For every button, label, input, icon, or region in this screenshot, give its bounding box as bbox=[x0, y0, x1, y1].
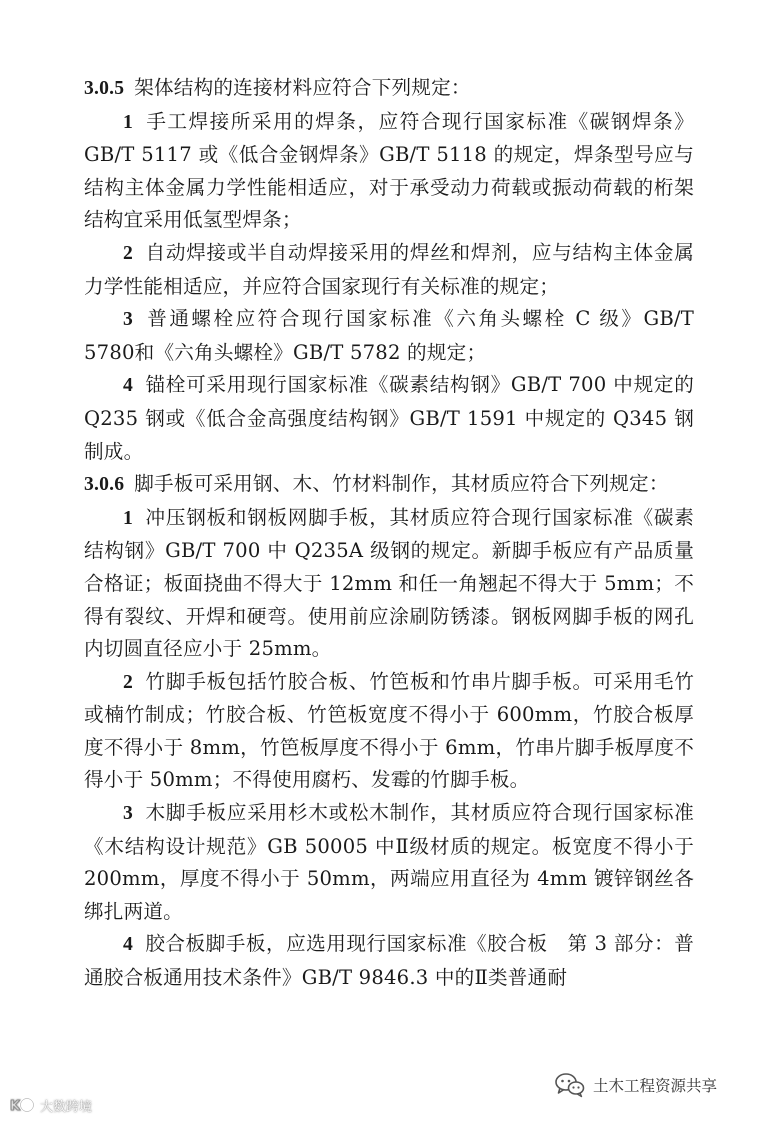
clause-text: 脚手板可采用钢、木、竹材料制作，其材质应符合下列规定： bbox=[134, 472, 669, 496]
clause-number: 3.0.5 bbox=[84, 78, 125, 99]
item-text: 锚栓可采用现行国家标准《碳素结构钢》GB/T 700 中规定的 Q235 钢或《低合金高强度结构钢》GB/T 1591 中规定的 Q345 钢制成。 bbox=[84, 373, 694, 463]
watermark-left bbox=[10, 1094, 92, 1116]
document-body bbox=[84, 72, 694, 995]
list-item bbox=[84, 369, 694, 468]
list-item bbox=[84, 502, 694, 666]
list-item bbox=[84, 666, 694, 797]
circle-logo-icon bbox=[10, 1096, 36, 1114]
watermark-left-text: 大数跨境 bbox=[40, 1099, 93, 1115]
item-number: 1 bbox=[123, 111, 133, 133]
item-number: 2 bbox=[123, 671, 133, 693]
watermark-right bbox=[555, 1068, 717, 1102]
item-number: 4 bbox=[123, 934, 133, 956]
item-text: 胶合板脚手板，应选用现行国家标准《胶合板 第 3 部分：普通胶合板通用技术条件》GB/T 9846.3 中的Ⅱ类普通耐 bbox=[84, 932, 694, 990]
list-item bbox=[84, 106, 694, 237]
clause-number: 3.0.6 bbox=[84, 474, 125, 496]
item-number: 3 bbox=[123, 803, 133, 825]
item-number: 1 bbox=[123, 507, 133, 529]
clause-3-0-6 bbox=[84, 468, 694, 502]
item-number: 4 bbox=[123, 375, 133, 397]
list-item bbox=[84, 303, 694, 369]
clause-text: 架体结构的连接材料应符合下列规定： bbox=[134, 76, 471, 99]
item-text: 木脚手板应采用杉木或松木制作，其材质应符合现行国家标准《木结构设计规范》GB 50005 中Ⅱ级材质的规定。板宽度不得小于 200mm，厚度不得小于 50mm，两端应用直径为 4mm 镀锌钢丝各绑扎两道。 bbox=[84, 801, 694, 923]
list-item bbox=[84, 928, 694, 994]
item-number: 3 bbox=[123, 309, 133, 331]
svg-text:K: K bbox=[10, 1099, 21, 1114]
clause-3-0-5 bbox=[84, 72, 694, 106]
item-text: 手工焊接所采用的焊条，应符合现行国家标准《碳钢焊条》GB/T 5117 或《低合金钢焊条》GB/T 5118 的规定，焊条型号应与结构主体金属力学性能相适应，对于承受动力荷载或振动荷载的桁架结构宜采用低氢型焊条； bbox=[84, 109, 694, 232]
item-number: 2 bbox=[123, 242, 133, 264]
item-text: 普通螺栓应符合现行国家标准《六角头螺栓 C 级》GB/T 5780和《六角头螺栓》GB/T 5782 的规定； bbox=[84, 307, 694, 364]
item-text: 自动焊接或半自动焊接采用的焊丝和焊剂，应与结构主体金属力学性能相适应，并应符合国家现行有关标准的规定； bbox=[84, 240, 694, 298]
wechat-icon bbox=[555, 1072, 585, 1098]
list-item bbox=[84, 797, 694, 928]
list-item bbox=[84, 237, 694, 303]
watermark-right-text: 土木工程资源共享 bbox=[593, 1077, 718, 1095]
item-text: 竹脚手板包括竹胶合板、竹笆板和竹串片脚手板。可采用毛竹或楠竹制成；竹胶合板、竹笆板宽度不得小于 600mm，竹胶合板厚度不得小于 8mm，竹笆板厚度不得小于 6mm，竹串片脚手板厚度不得小于 50mm；不得使用腐朽、发霉的竹脚手板。 bbox=[84, 669, 694, 792]
item-text: 冲压钢板和钢板网脚手板，其材质应符合现行国家标准《碳素结构钢》GB/T 700 中 Q235A 级钢的规定。新脚手板应有产品质量合格证；板面挠曲不得大于 12mm 和任一角翘起不得大于 5mm；不得有裂纹、开焊和硬弯。使用前应涂刷防锈漆。钢板网脚手板的网孔内切圆直径应小于 25mm。 bbox=[84, 505, 694, 661]
